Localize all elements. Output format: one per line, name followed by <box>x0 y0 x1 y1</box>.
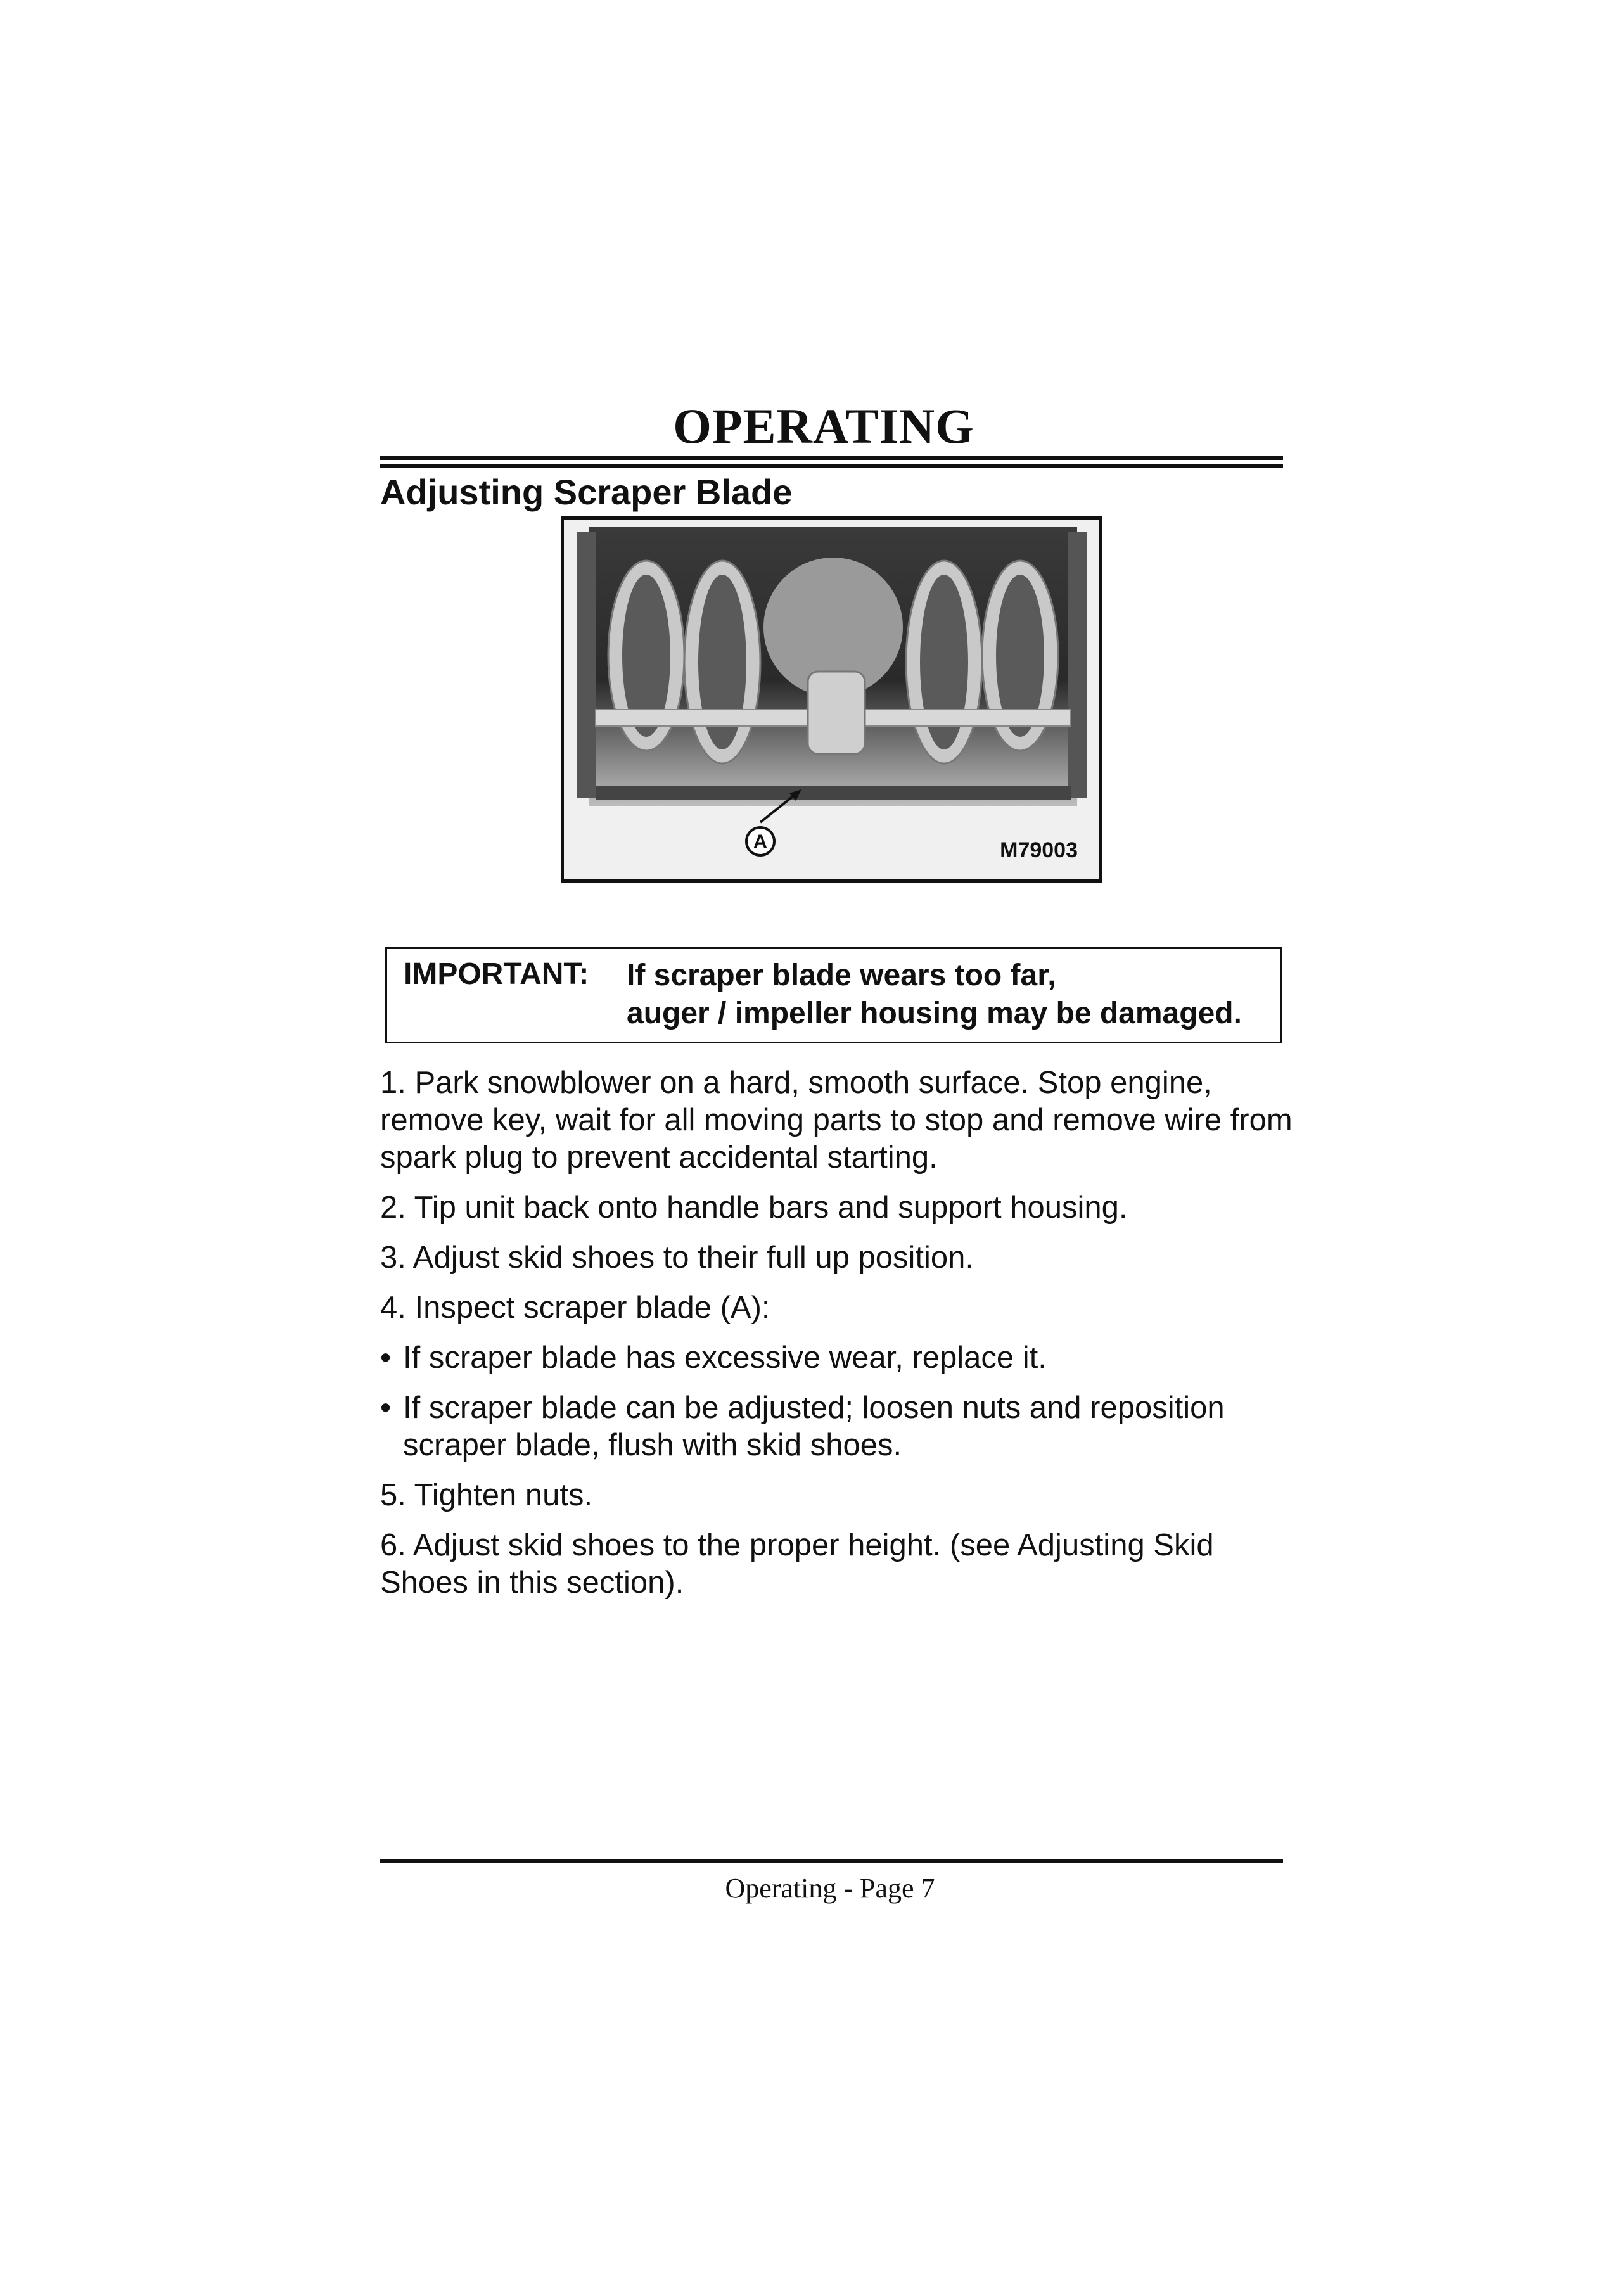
step-1: 1. Park snowblower on a hard, smooth surface. Stop engine, remove key, wait for all moving parts to stop and remove wire from spark plug to prevent accidental starting. <box>380 1066 1293 1175</box>
step-5: 5. Tighten nuts. <box>380 1478 593 1512</box>
important-text <box>627 957 1242 1033</box>
important-line-1: If scraper blade wears too far, <box>627 959 1056 992</box>
title-double-rule <box>380 456 1283 468</box>
section-title: OPERATING <box>673 399 974 454</box>
important-line-2: auger / impeller housing may be damaged. <box>627 997 1242 1030</box>
callout-a-label: A <box>745 826 776 857</box>
auger-illustration <box>564 520 1099 879</box>
step-3: 3. Adjust skid shoes to their full up position. <box>380 1240 974 1275</box>
auger-photo <box>561 516 1102 883</box>
bullet-text: If scraper blade can be adjusted; loosen nuts and reposition scraper blade, flush with skid shoes. <box>403 1391 1225 1462</box>
figure-code: M79003 <box>1000 838 1078 862</box>
bullet-icon: • <box>380 1341 392 1375</box>
subsection-title: Adjusting Scraper Blade <box>380 472 793 512</box>
step-2: 2. Tip unit back onto handle bars and support housing. <box>380 1190 1128 1225</box>
page-footer: Operating - Page 7 <box>725 1873 935 1904</box>
procedure-steps <box>380 1064 1293 1614</box>
bullet-icon: • <box>380 1391 392 1425</box>
bullet-text: If scraper blade has excessive wear, replace it. <box>403 1341 1047 1375</box>
step-6: 6. Adjust skid shoes to the proper height. (see Adjusting Skid Shoes in this section). <box>380 1528 1214 1600</box>
step-4: 4. Inspect scraper blade (A): <box>380 1291 770 1325</box>
important-label: IMPORTANT: <box>404 957 589 991</box>
bullet-item <box>380 1339 1293 1377</box>
bullet-item <box>380 1389 1293 1464</box>
footer-rule <box>380 1859 1283 1863</box>
important-notice <box>385 947 1282 1043</box>
